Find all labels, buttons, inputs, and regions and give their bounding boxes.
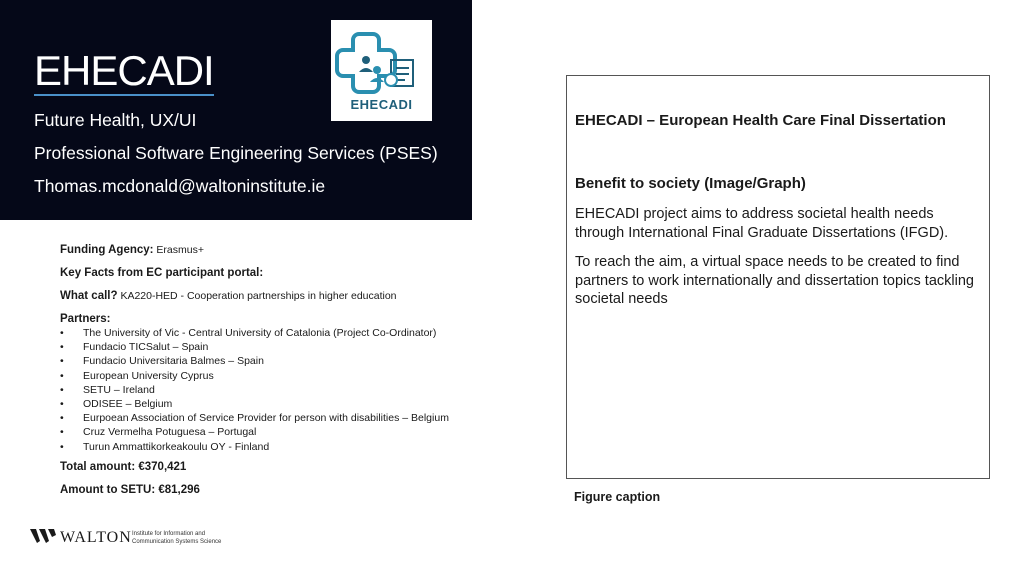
list-item: • Eurpoean Association of Service Provider for person with disabilities – Belgium xyxy=(60,411,449,425)
ehecadi-logo xyxy=(331,20,432,121)
walton-wordmark: WALTON xyxy=(60,529,132,546)
panel-paragraph-2: To reach the aim, a virtual space needs to be created to find partners to work internationally and dissertation topics tackling societal needs xyxy=(575,254,974,307)
list-item: • The University of Vic - Central University of Catalonia (Project Co-Ordinator) xyxy=(60,326,449,340)
total-amount: Total amount: €370,421 xyxy=(60,461,187,473)
list-item: • Turun Ammattikorkeakoulu OY - Finland xyxy=(60,440,449,454)
subtitle-department: Professional Software Engineering Services (PSES) xyxy=(34,143,438,163)
list-item: • Cruz Vermelha Potuguesa – Portugal xyxy=(60,425,449,439)
walton-mark-icon xyxy=(30,527,56,545)
call-label: What call? xyxy=(60,290,118,302)
funding-agency xyxy=(60,244,204,256)
list-item: • Fundacio Universitaria Balmes – Spain xyxy=(60,354,449,368)
list-item: • ODISEE – Belgium xyxy=(60,397,449,411)
panel-subheading: Benefit to society (Image/Graph) xyxy=(575,175,806,192)
list-item: • European University Cyprus xyxy=(60,369,449,383)
partners-list xyxy=(60,326,449,454)
call-value: KA220-HED - Cooperation partnerships in higher education xyxy=(120,290,397,302)
figure-caption: Figure caption xyxy=(574,490,661,504)
header-banner xyxy=(0,0,472,220)
page-title: EHECADI xyxy=(34,47,214,94)
panel-paragraph-1: EHECADI project aims to address societal health needs through International Final Graduate Dissertations (IFGD). xyxy=(575,206,949,241)
walton-logo xyxy=(30,527,230,549)
list-item: • SETU – Ireland xyxy=(60,383,449,397)
call-info xyxy=(60,290,397,302)
walton-subtitle-line2: Communication Systems Science xyxy=(132,538,222,545)
contact-email[interactable]: Thomas.mcdonald@waltoninstitute.ie xyxy=(34,176,326,196)
logo-wordmark: EHECADI xyxy=(350,97,413,112)
key-facts-heading: Key Facts from EC participant portal: xyxy=(60,267,264,279)
partners-heading: Partners: xyxy=(60,313,111,325)
funding-label: Funding Agency: xyxy=(60,244,154,256)
figure-panel xyxy=(566,75,990,479)
list-item: • Fundacio TICSalut – Spain xyxy=(60,340,449,354)
funding-value: Erasmus+ xyxy=(156,244,204,256)
walton-subtitle-line1: Institute for Information and xyxy=(132,531,206,537)
panel-heading: EHECADI – European Health Care Final Dissertation xyxy=(575,112,946,129)
walton-subtitle xyxy=(132,531,221,546)
setu-amount: Amount to SETU: €81,296 xyxy=(60,484,200,496)
subtitle-topic: Future Health, UX/UI xyxy=(34,110,197,130)
